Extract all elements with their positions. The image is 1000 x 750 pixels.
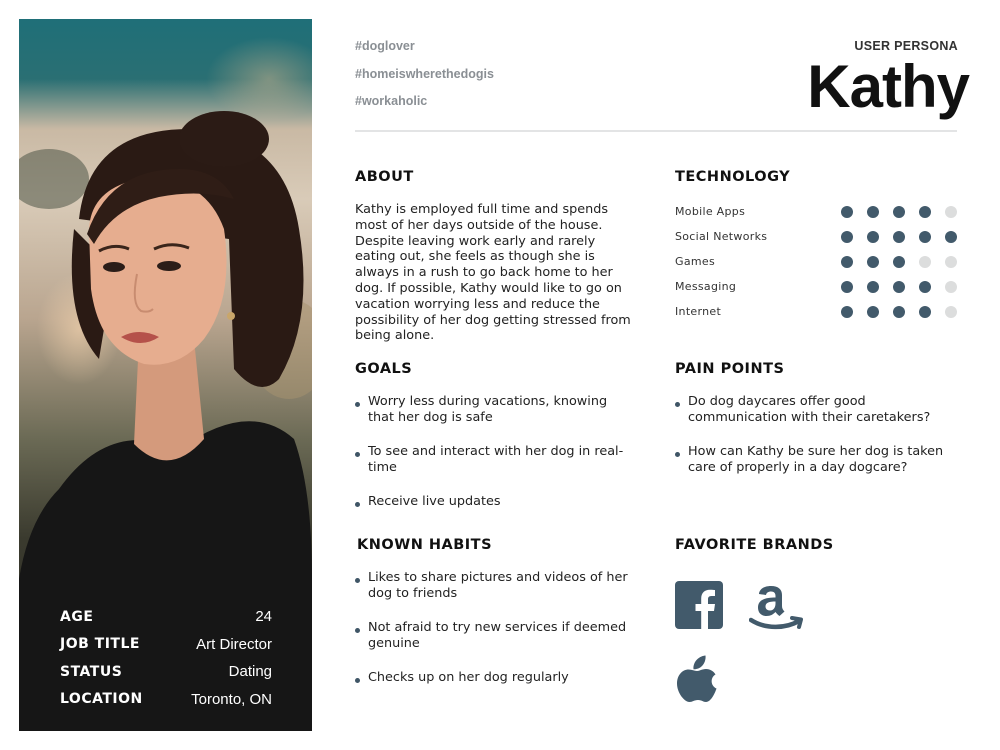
rating-dots (841, 306, 957, 318)
status-value: Dating (228, 663, 272, 681)
pain-points-list (675, 394, 960, 476)
rating-dot-filled (867, 231, 879, 243)
about-text: Kathy is employed full time and spends most of her days outside of the house. Despite leaving work early and rarely eating out, she feels as though she is always in a rush to go back home to her dog. If possible, Kathy would like to go on vacation worrying less and reduce the possibility of her dog getting stressed from being alone. (355, 202, 631, 344)
rating-dot-filled (893, 206, 905, 218)
job-title-label: JOB TITLE (60, 636, 140, 653)
tech-name: Messaging (675, 280, 737, 293)
persona-label: USER PERSONA (854, 39, 958, 53)
rating-dots (841, 281, 957, 293)
hashtag: #workaholic (355, 94, 428, 108)
tech-row (675, 299, 960, 324)
tech-name: Social Networks (675, 230, 768, 243)
list-item: Likes to share pictures and videos of her dog to friends (355, 570, 635, 602)
job-title-value: Art Director (196, 635, 272, 653)
apple-icon (675, 655, 719, 711)
facebook-icon (675, 581, 723, 633)
location-label: LOCATION (60, 691, 143, 708)
rating-dot-empty (945, 256, 957, 268)
rating-dot-filled (867, 206, 879, 218)
rating-dots (841, 231, 957, 243)
list-item: Receive live updates (355, 494, 635, 510)
rating-dot-filled (945, 231, 957, 243)
rating-dot-filled (841, 306, 853, 318)
persona-name: Kathy (807, 53, 969, 120)
tech-name: Internet (675, 305, 722, 318)
rating-dot-filled (841, 231, 853, 243)
rating-dot-filled (919, 306, 931, 318)
rating-dots (841, 256, 957, 268)
pain-points-title: PAIN POINTS (675, 361, 785, 377)
about-title: ABOUT (355, 169, 414, 185)
status-label: STATUS (60, 663, 123, 680)
list-item: Do dog daycares offer good communication with their caretakers? (675, 394, 960, 426)
job-title-row (60, 631, 272, 659)
rating-dot-empty (945, 206, 957, 218)
persona-photo (19, 19, 312, 731)
rating-dot-empty (945, 281, 957, 293)
rating-dot-filled (919, 231, 931, 243)
list-item: How can Kathy be sure her dog is taken care of properly in a day dogcare? (675, 444, 960, 476)
rating-dot-filled (841, 281, 853, 293)
list-item: Worry less during vacations, knowing that her dog is safe (355, 394, 635, 426)
tech-row (675, 199, 960, 224)
rating-dot-filled (867, 281, 879, 293)
header-divider (355, 130, 957, 132)
rating-dot-filled (867, 306, 879, 318)
habits-list (355, 570, 635, 686)
rating-dot-filled (841, 206, 853, 218)
rating-dot-empty (919, 256, 931, 268)
rating-dot-filled (919, 281, 931, 293)
profile-info (60, 603, 272, 713)
rating-dot-empty (945, 306, 957, 318)
goals-title: GOALS (355, 361, 413, 377)
favorite-brands-title: FAVORITE BRANDS (675, 537, 834, 553)
rating-dots (841, 206, 957, 218)
tech-row (675, 274, 960, 299)
status-row (60, 658, 272, 686)
rating-dot-filled (893, 256, 905, 268)
age-value: 24 (255, 608, 272, 626)
location-value: Toronto, ON (191, 690, 272, 708)
age-row (60, 603, 272, 631)
amazon-icon (749, 580, 805, 636)
list-item: Not afraid to try new services if deemed genuine (355, 620, 635, 652)
rating-dot-filled (841, 256, 853, 268)
goals-list (355, 394, 635, 510)
rating-dot-filled (893, 281, 905, 293)
rating-dot-filled (867, 256, 879, 268)
hashtag-list (355, 39, 494, 122)
rating-dot-filled (919, 206, 931, 218)
technology-title: TECHNOLOGY (675, 169, 791, 185)
tech-name: Mobile Apps (675, 205, 746, 218)
age-label: AGE (60, 608, 94, 625)
list-item: To see and interact with her dog in real-time (355, 444, 635, 476)
hashtag: #homeiswherethedogis (355, 66, 494, 81)
tech-row (675, 249, 960, 274)
location-row (60, 686, 272, 714)
rating-dot-filled (893, 231, 905, 243)
technology-list (675, 199, 960, 324)
list-item: Checks up on her dog regularly (355, 670, 635, 686)
tech-row (675, 224, 960, 249)
rating-dot-filled (893, 306, 905, 318)
tech-name: Games (675, 255, 715, 268)
hashtag: #doglover (355, 39, 415, 53)
known-habits-title: KNOWN HABITS (357, 537, 493, 553)
